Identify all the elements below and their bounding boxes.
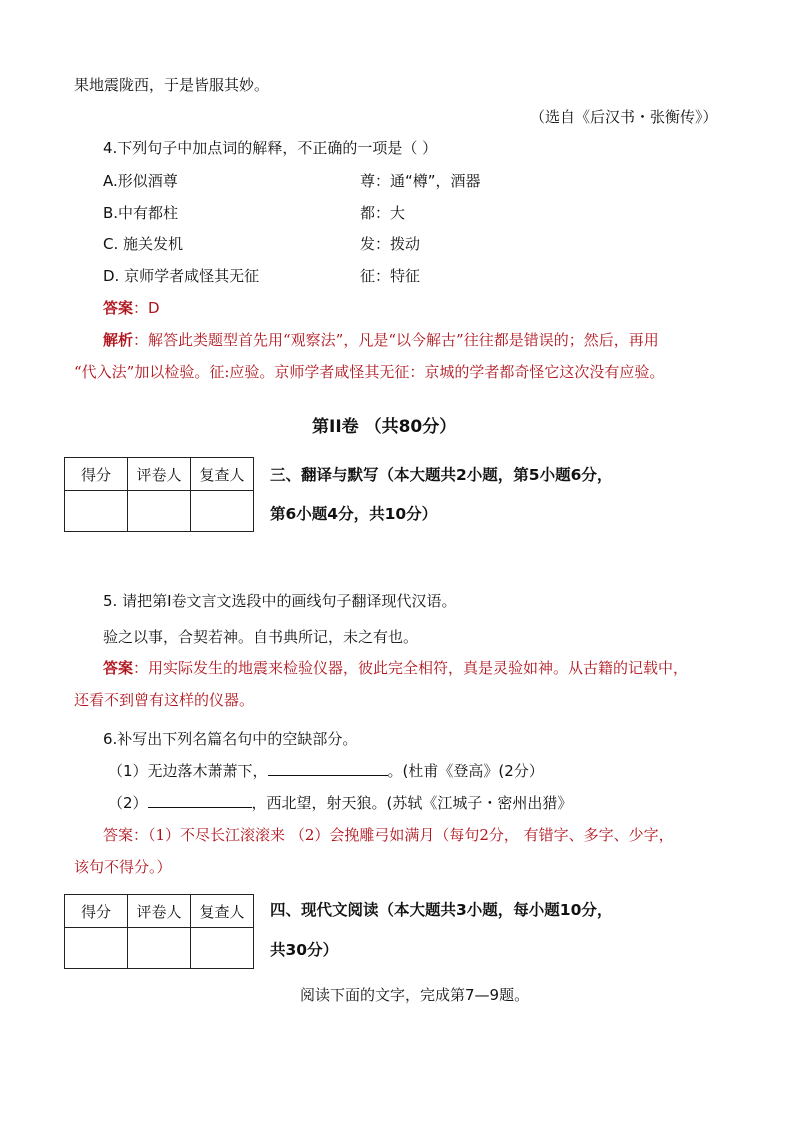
q4-option-a-gloss: 尊：通“樽”，酒器 bbox=[360, 172, 481, 190]
q4-option-d: D. 京师学者咸怪其无征 bbox=[103, 267, 260, 285]
grader-header: 评卷人 bbox=[128, 458, 191, 491]
score-cell bbox=[65, 928, 128, 969]
grader-header: 评卷人 bbox=[128, 895, 191, 928]
q6-answer-line1: 答案：（1）不尽长江滚滚来 （2）会挽雕弓如满月（每句2分， 有错字、多字、少字， bbox=[103, 826, 674, 844]
section4-heading-line2: 共30分） bbox=[270, 941, 339, 959]
q6-item2 bbox=[108, 792, 572, 813]
reviewer-cell bbox=[191, 491, 254, 532]
passage-end-text: 果地震陇西，于是皆服其妙。 bbox=[74, 76, 270, 94]
q5-answer-line2: 还看不到曾有这样的仪器。 bbox=[74, 691, 255, 709]
q4-option-a: A.形似酒尊 bbox=[103, 172, 178, 190]
grader-cell bbox=[128, 928, 191, 969]
section4-instruction: 阅读下面的文字，完成第7—9题。 bbox=[300, 986, 530, 1004]
q6-item2-blank bbox=[148, 793, 252, 808]
source-citation: （选自《后汉书・张衡传》） bbox=[530, 108, 718, 126]
q6-item2-prefix: （2） bbox=[108, 794, 148, 812]
q6-item1-blank bbox=[268, 761, 388, 776]
q6-item1-suffix: 。(杜甫《登高》(2分） bbox=[387, 762, 544, 780]
q4-answer-value: ：D bbox=[133, 299, 160, 317]
q5-stem: 5. 请把第I卷文言文选段中的画线句子翻译现代汉语。 bbox=[103, 592, 457, 610]
section3-heading-line1: 三、翻译与默写（本大题共2小题，第5小题6分， bbox=[270, 466, 613, 484]
score-table-section4 bbox=[64, 894, 254, 969]
reviewer-header: 复查人 bbox=[191, 458, 254, 491]
q4-option-c-gloss: 发：拨动 bbox=[360, 235, 421, 253]
q6-item2-suffix: ，西北望，射天狼。(苏轼《江城子・密州出猎》 bbox=[251, 794, 573, 812]
score-cell bbox=[65, 491, 128, 532]
q6-stem: 6.补写出下列名篇名句中的空缺部分。 bbox=[103, 730, 358, 748]
q4-option-c: C. 施关发机 bbox=[103, 235, 184, 253]
grader-cell bbox=[128, 491, 191, 532]
q5-answer-line1 bbox=[103, 657, 688, 678]
q6-answer-line2: 该句不得分。） bbox=[74, 858, 172, 876]
q4-analysis-line1 bbox=[103, 329, 659, 350]
score-header: 得分 bbox=[65, 895, 128, 928]
q4-analysis-text1: ：解答此类题型首先用“观察法”，凡是“以今解古”往往都是错误的；然后，再用 bbox=[133, 331, 659, 349]
part2-title: 第II卷 （共80分） bbox=[312, 417, 457, 437]
reviewer-cell bbox=[191, 928, 254, 969]
q4-analysis-line2: “代入法”加以检验。征:应验。京师学者咸怪其无征：京城的学者都奇怪它这次没有应验。 bbox=[74, 363, 665, 381]
reviewer-header: 复查人 bbox=[191, 895, 254, 928]
q6-item1-prefix: （1）无边落木萧萧下， bbox=[108, 762, 268, 780]
q4-answer-label: 答案 bbox=[103, 299, 134, 317]
q4-answer bbox=[103, 297, 160, 318]
q5-sentence: 验之以事，合契若神。自书典所记，未之有也。 bbox=[103, 628, 419, 646]
q6-item1 bbox=[108, 760, 544, 781]
q4-option-b: B.中有都柱 bbox=[103, 204, 179, 222]
section4-heading-line1: 四、现代文阅读（本大题共3小题，每小题10分， bbox=[270, 901, 613, 919]
score-table-section3 bbox=[64, 457, 254, 532]
section3-heading-line2: 第6小题4分，共10分） bbox=[270, 505, 438, 523]
score-header: 得分 bbox=[65, 458, 128, 491]
q5-answer-label: 答案 bbox=[103, 659, 134, 677]
q4-stem: 4.下列句子中加点词的解释，不正确的一项是（ ） bbox=[103, 139, 438, 157]
q4-option-b-gloss: 都：大 bbox=[360, 204, 406, 222]
q5-answer-text1: ：用实际发生的地震来检验仪器，彼此完全相符，真是灵验如神。从古籍的记载中， bbox=[133, 659, 689, 677]
q4-option-d-gloss: 征：特征 bbox=[360, 267, 421, 285]
q4-analysis-label: 解析 bbox=[103, 331, 134, 349]
